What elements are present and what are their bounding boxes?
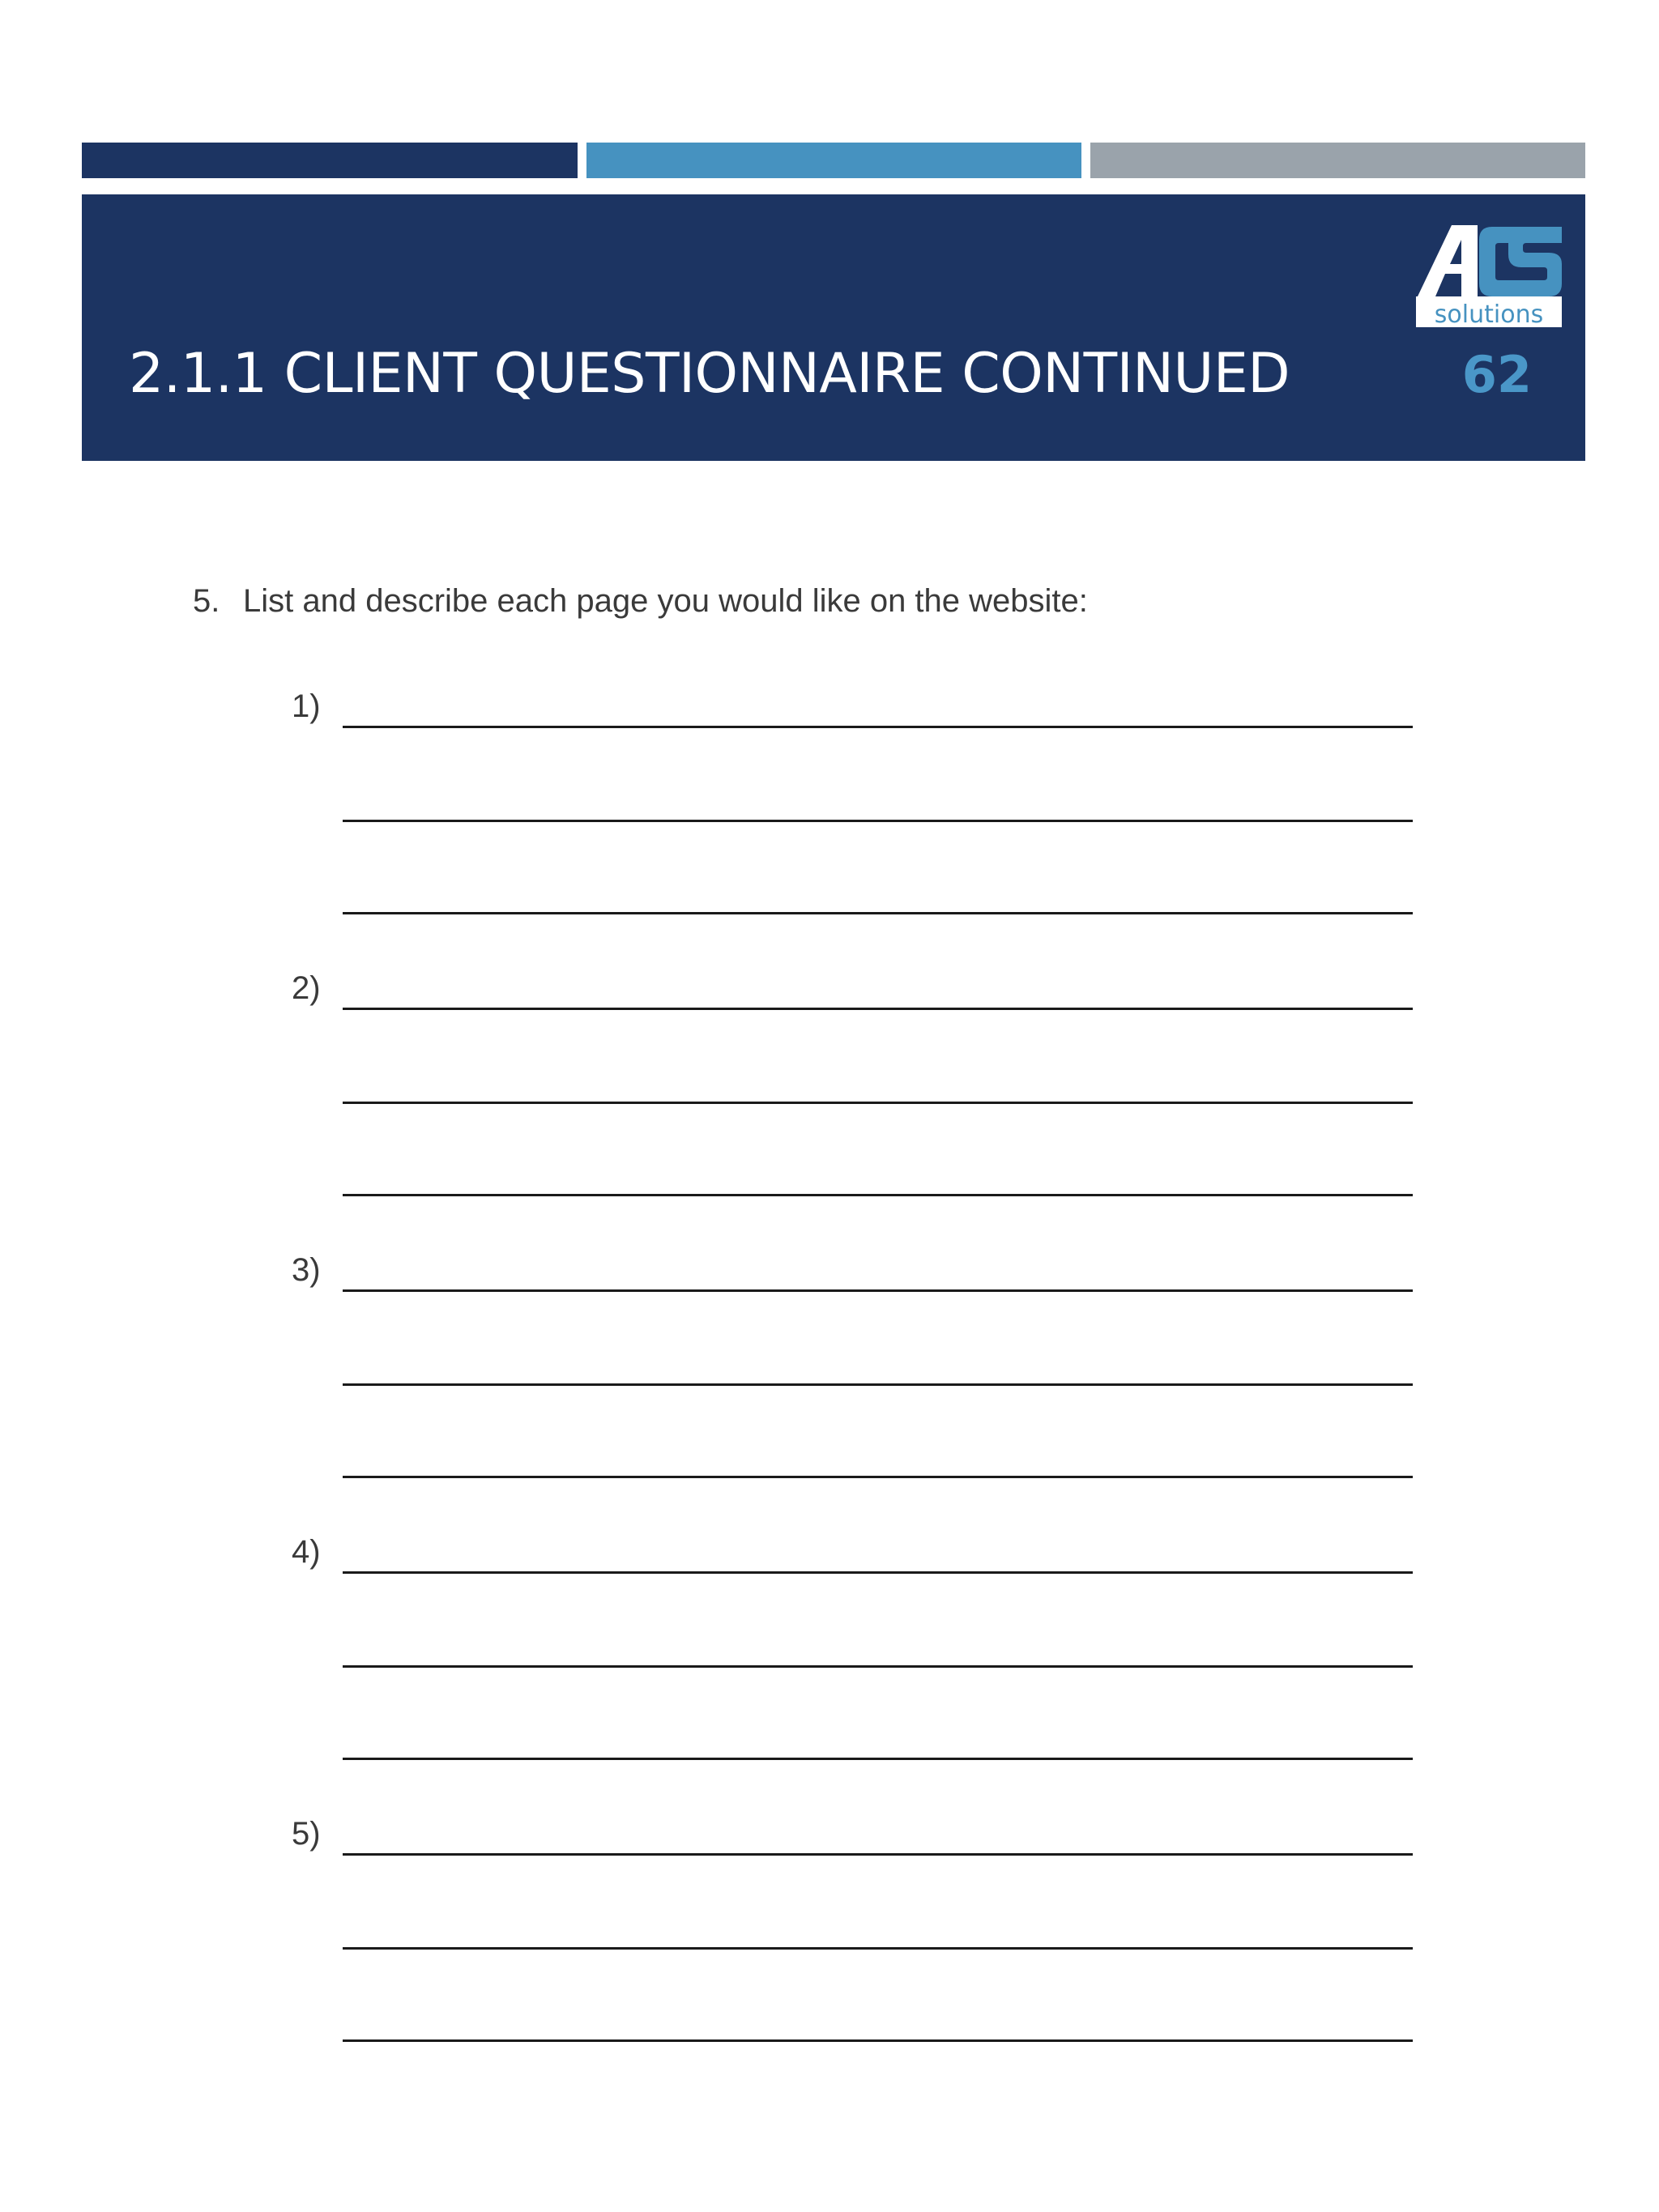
- answer-blank-line[interactable]: [343, 820, 1413, 822]
- answer-blank-line[interactable]: [343, 912, 1413, 914]
- answer-item-number: 3): [292, 1252, 321, 1288]
- page-title: 2.1.1 CLIENT QUESTIONNAIRE CONTINUED: [129, 342, 1290, 406]
- answer-blank-line[interactable]: [343, 1008, 1413, 1010]
- answer-item-number: 4): [292, 1534, 321, 1570]
- answer-item: [0, 962, 1659, 1205]
- answer-blank-line[interactable]: [343, 1289, 1413, 1292]
- answer-item: [0, 680, 1659, 923]
- answer-item-number: 2): [292, 970, 321, 1006]
- answer-blank-line[interactable]: [343, 1665, 1413, 1668]
- header-banner: [82, 194, 1585, 461]
- answer-blank-line[interactable]: [343, 1102, 1413, 1104]
- answer-blank-line[interactable]: [343, 1947, 1413, 1950]
- answer-item: [0, 1808, 1659, 2051]
- answer-blank-line[interactable]: [343, 1571, 1413, 1574]
- header-stripe-light-blue: [586, 143, 1081, 178]
- answer-item: [0, 1526, 1659, 1769]
- answer-blank-line[interactable]: [343, 1383, 1413, 1386]
- answer-blank-line[interactable]: [343, 1853, 1413, 1856]
- answer-blank-line[interactable]: [343, 1758, 1413, 1760]
- header-stripe-gray: [1090, 143, 1585, 178]
- answer-item-number: 1): [292, 688, 321, 724]
- answer-item-number: 5): [292, 1816, 321, 1852]
- question-text: List and describe each page you would like on the website:: [243, 583, 1088, 619]
- question-number: 5.: [193, 583, 220, 619]
- question-prompt: [193, 585, 1088, 617]
- acs-solutions-logo: [1414, 222, 1563, 329]
- logo-subtext: solutions: [1434, 300, 1544, 329]
- answer-blank-line[interactable]: [343, 2039, 1413, 2042]
- header-stripe-navy: [82, 143, 578, 178]
- answer-item: [0, 1244, 1659, 1487]
- answer-blank-line[interactable]: [343, 726, 1413, 728]
- answer-blank-line[interactable]: [343, 1476, 1413, 1478]
- answer-blank-line[interactable]: [343, 1194, 1413, 1196]
- page-number: 62: [1461, 345, 1532, 404]
